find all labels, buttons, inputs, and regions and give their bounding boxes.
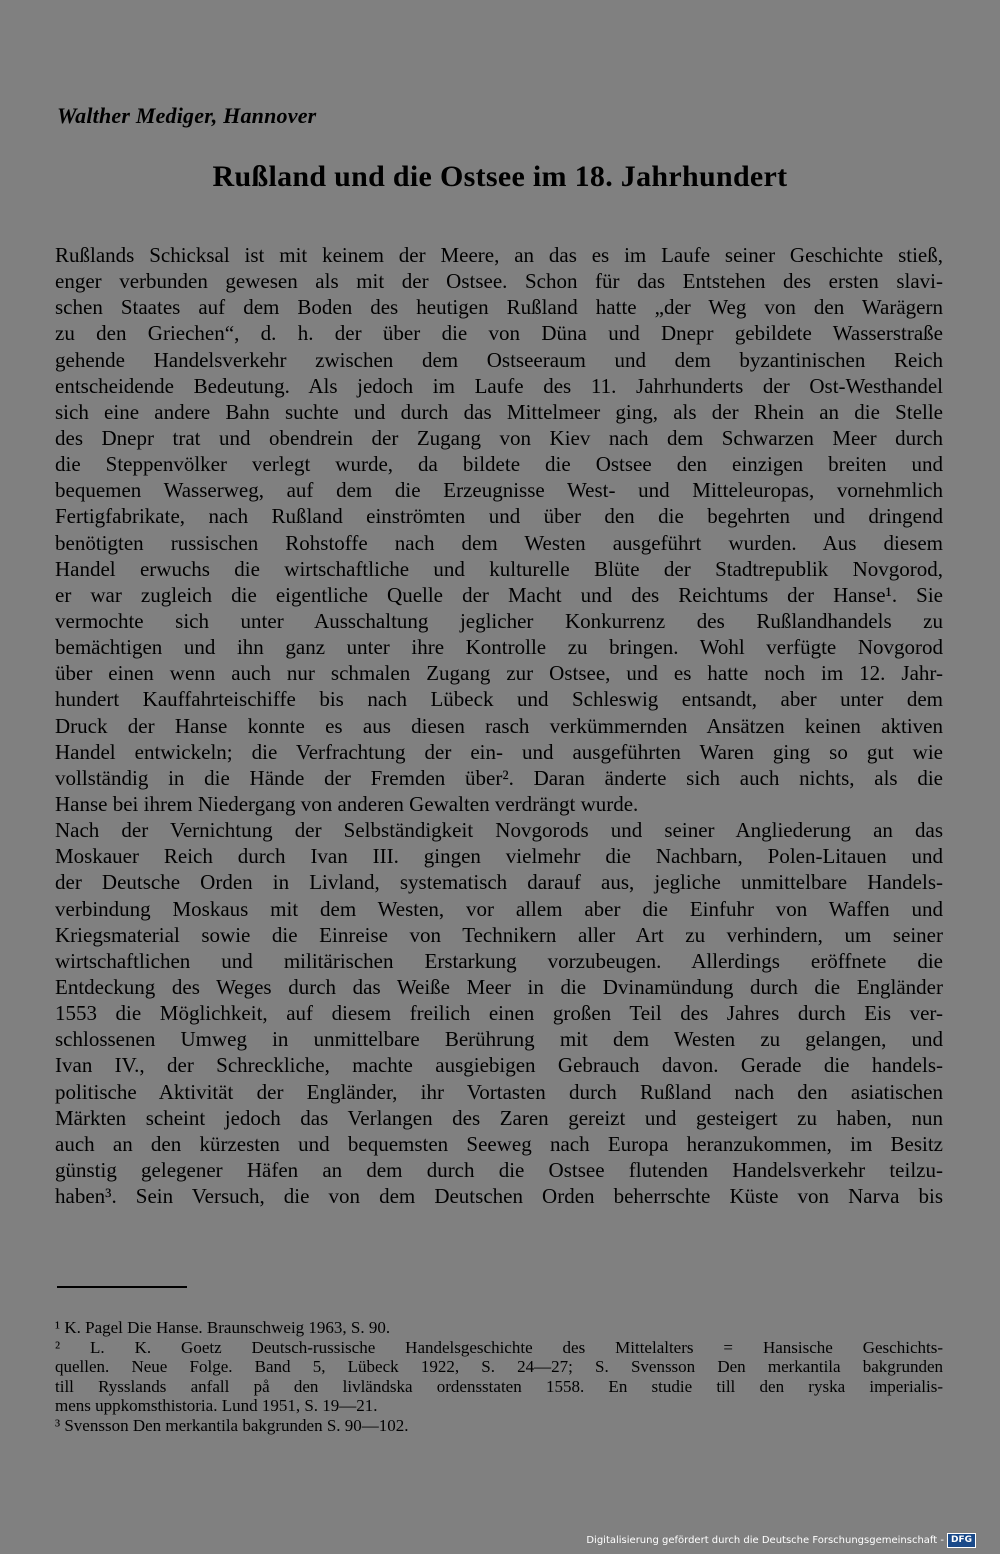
footnotes bbox=[55, 1318, 943, 1435]
body-line: Kriegsmaterial sowie die Einreise von Technikern aller Art zu verhindern, um seiner bbox=[55, 922, 943, 947]
body-line: benötigten russischen Rohstoffe nach dem Westen ausgeführt wurden. Aus diesem bbox=[55, 530, 943, 555]
body-line: vermochte sich unter Ausschaltung jeglicher Konkurrenz des Rußlandhandels zu bbox=[55, 608, 943, 633]
body-line: schlossenen Umweg in unmittelbare Berührung mit dem Westen zu gelangen, und bbox=[55, 1027, 943, 1052]
body-line: der Deutsche Orden in Livland, systematisch darauf aus, jegliche unmittelbare Handels- bbox=[55, 870, 943, 895]
body-line: bequemen Wasserweg, auf dem die Erzeugnisse West- und Mitteleuropas, vornehmlich bbox=[55, 478, 943, 503]
footnote-line: ³ Svensson Den merkantila bakgrunden S. 90—102. bbox=[55, 1415, 409, 1435]
body-line: des Dnepr trat und obendrein der Zugang von Kiev nach dem Schwarzen Meer durch bbox=[55, 425, 943, 450]
body-line: enger verbunden gewesen als mit der Ostsee. Schon für das Entstehen des ersten slavi- bbox=[55, 269, 943, 294]
body-line: gehende Handelsverkehr zwischen dem Ostseeraum und dem byzantinischen Reich bbox=[55, 347, 943, 372]
dfg-logo: DFG bbox=[947, 1533, 976, 1548]
body-line: über einen wenn auch nur schmalen Zugang zur Ostsee, und es hatte noch im 12. Jahr- bbox=[55, 661, 943, 686]
footnote-line: ¹ K. Pagel Die Hanse. Braunschweig 1963, S. 90. bbox=[55, 1318, 391, 1337]
footer-text: Digitalisierung gefördert durch die Deutsche Forschungsgemeinschaft - bbox=[586, 1535, 944, 1546]
body-line: Rußlands Schicksal ist mit keinem der Meere, an das es im Laufe seiner Geschichte stieß, bbox=[55, 243, 943, 267]
footnote-line: till Rysslands anfall på den livländska ordensstaten 1558. En studie till den ryska imperialis- bbox=[55, 1376, 943, 1396]
body-line: bemächtigen und ihn ganz unter ihre Kontrolle zu bringen. Wohl verfügte Novgorod bbox=[55, 635, 943, 660]
body-line: 1553 die Möglichkeit, auf diesem freilich einen großen Teil des Jahres durch Eis ver- bbox=[55, 1001, 943, 1026]
body-text bbox=[55, 242, 943, 1209]
body-line: Handel erwuchs die wirtschaftliche und kulturelle Blüte der Stadtrepublik Novgorod, bbox=[55, 556, 943, 581]
body-line: Ivan IV., der Schreckliche, machte ausgiebigen Gebrauch davon. Gerade die handels- bbox=[55, 1053, 943, 1078]
body-line: Handel entwickeln; die Verfrachtung der ein- und ausgeführten Waren ging so gut wie bbox=[55, 739, 943, 764]
footnote-separator bbox=[57, 1286, 187, 1288]
body-line: Druck der Hanse konnte es aus diesen rasch verkümmernden Ansätzen keinen aktiven bbox=[55, 713, 943, 738]
body-line: Fertigfabrikate, nach Rußland einströmten und über den die begehrten und dringend bbox=[55, 504, 943, 529]
body-line: hundert Kauffahrteischiffe bis nach Lübeck und Schleswig entsandt, aber unter dem bbox=[55, 687, 943, 712]
body-line: zu den Griechen“, d. h. der über die von Düna und Dnepr gebildete Wasserstraße bbox=[55, 321, 943, 346]
footnote-line: quellen. Neue Folge. Band 5, Lübeck 1922, S. 24—27; S. Svensson Den merkantila bakgrunden bbox=[55, 1357, 943, 1376]
body-line: Moskauer Reich durch Ivan III. gingen vielmehr die Nachbarn, Polen-Litauen und bbox=[55, 844, 943, 869]
body-line: Entdeckung des Weges durch das Weiße Meer in die Dvinamündung durch die Engländer bbox=[55, 974, 943, 999]
body-line: Märkten scheint jedoch das Verlangen des Zaren gereizt und gesteigert zu haben, nun bbox=[55, 1105, 943, 1130]
footnote-line: ² L. K. Goetz Deutsch-russische Handelsgeschichte des Mittelalters = Hansische Geschichts- bbox=[55, 1337, 943, 1357]
article-title: Rußland und die Ostsee im 18. Jahrhundert bbox=[212, 160, 788, 193]
footnote-line: mens uppkomsthistoria. Lund 1951, S. 19—21. bbox=[55, 1396, 378, 1415]
body-line: politische Aktivität der Engländer, ihr Vortasten durch Rußland nach den asiatischen bbox=[55, 1079, 943, 1104]
body-line: wirtschaftlichen und militärischen Erstarkung vorzubeugen. Allerdings eröffnete die bbox=[55, 948, 943, 973]
body-line: er war zugleich die eigentliche Quelle der Macht und des Reichtums der Hanse¹. Sie bbox=[55, 582, 943, 607]
body-line: sich eine andere Bahn suchte und durch das Mittelmeer ging, als der Rhein an die Stelle bbox=[55, 399, 943, 424]
author-line: Walther Mediger, Hannover bbox=[57, 103, 317, 128]
body-line: entscheidende Bedeutung. Als jedoch im Laufe des 11. Jahrhunderts der Ost-Westhandel bbox=[55, 373, 943, 398]
body-line: haben³. Sein Versuch, die von dem Deutschen Orden beherrschte Küste von Narva bis bbox=[55, 1184, 943, 1209]
body-line: Hanse bei ihrem Niedergang von anderen Gewalten verdrängt wurde. bbox=[55, 791, 639, 816]
body-line: schen Staates auf dem Boden des heutigen Rußland hatte „der Weg von den Warägern bbox=[55, 295, 943, 320]
body-line: vollständig in die Hände der Fremden über². Daran änderte sich auch nichts, als die bbox=[55, 765, 943, 790]
body-line: die Steppenvölker verlegt wurde, da bildete die Ostsee den einzigen breiten und bbox=[55, 452, 943, 477]
body-line: günstig gelegener Häfen an dem durch die Ostsee flutenden Handelsverkehr teilzu- bbox=[55, 1157, 943, 1182]
body-line: Nach der Vernichtung der Selbständigkeit Novgorods und seiner Angliederung an das bbox=[55, 818, 943, 843]
footer-credit bbox=[586, 1533, 976, 1548]
body-line: verbindung Moskaus mit dem Westen, vor allem aber die Einfuhr von Waffen und bbox=[55, 896, 943, 921]
body-line: auch an den kürzesten und bequemsten Seeweg nach Europa heranzukommen, im Besitz bbox=[55, 1131, 943, 1156]
